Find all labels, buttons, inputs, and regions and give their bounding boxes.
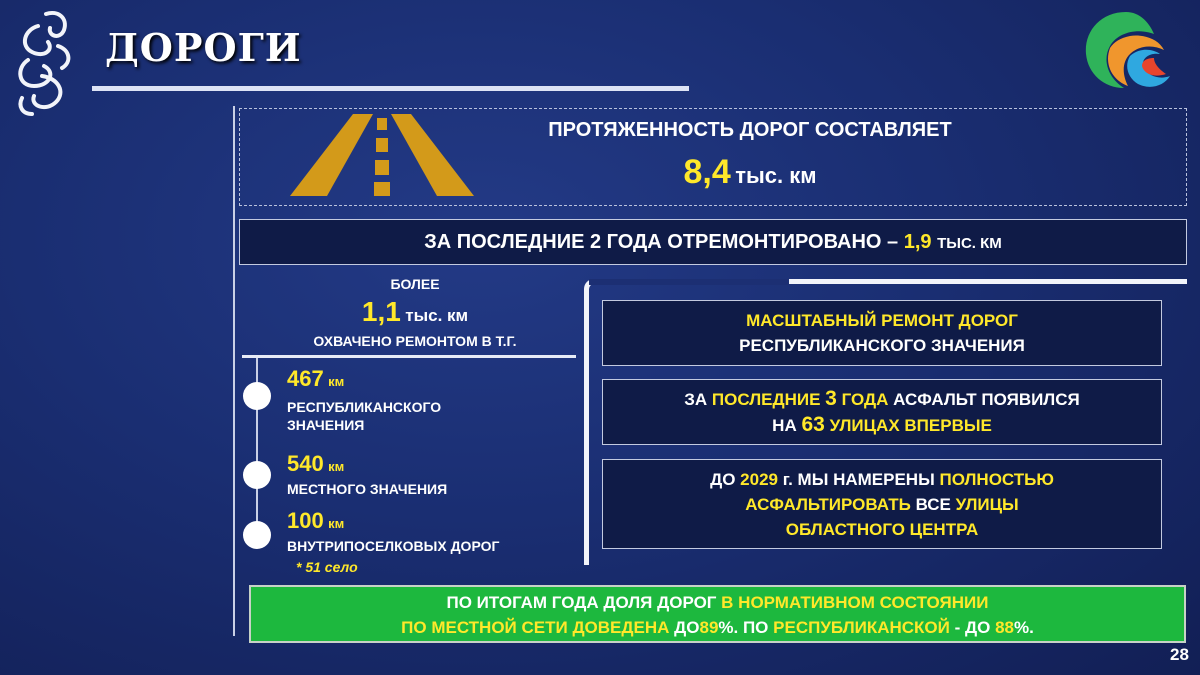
repair-banner-value: 1,9 [903,231,932,253]
fact-highlight: УЛИЦЫ [955,494,1019,514]
fact-highlight: 63 [801,413,825,436]
coverage-value [300,296,530,328]
fact-text: ВСЕ [915,494,951,514]
timeline-top-line [242,355,576,358]
total-length-unit: тыс. км [735,163,817,188]
breakdown-value [287,451,344,477]
repair-banner-text: ЗА ПОСЛЕДНИЕ 2 ГОДА ОТРЕМОНТИРОВАНО – [424,231,899,253]
breakdown-desc-line: МЕСТНОГО ЗНАЧЕНИЯ [287,481,448,497]
bracket-gap [589,279,789,285]
summary-highlight: В НОРМАТИВНОМ СОСТОЯНИИ [721,593,989,612]
fact-text: АСФАЛЬТ ПОЯВИЛСЯ [893,390,1080,409]
breakdown-desc-line: ВНУТРИПОСЕЛКОВЫХ ДОРОГ [287,538,500,554]
fact-text: ЗА [684,390,708,409]
fact-highlight: 3 [825,387,837,410]
footnote: * 51 село [296,559,358,575]
summary-line [251,615,1184,640]
timeline-dot [243,521,271,549]
breakdown-number: 100 [287,508,324,533]
fact-line: МАСШТАБНЫЙ РЕМОНТ ДОРОГ [746,311,1018,330]
repair-banner [239,219,1187,265]
fact-line [603,412,1161,438]
breakdown-desc-line: РЕСПУБЛИКАНСКОГО [287,399,442,415]
fact-highlight: ОБЛАСТНОГО ЦЕНТРА [785,519,979,539]
fact-text: г. МЫ НАМЕРЕНЫ [782,469,935,489]
fact-highlight: ПОЛНОСТЬЮ [939,469,1054,489]
breakdown-desc [287,480,447,498]
summary-text: ПО ИТОГАМ ГОДА ДОЛЯ ДОРОГ [446,593,717,612]
fact-line [603,467,1161,492]
fact-highlight: УЛИЦАХ ВПЕРВЫЕ [829,416,992,435]
total-length-value [500,153,1000,192]
fact-highlight: ПОСЛЕДНИЕ [711,390,821,409]
summary-highlight: 89 [699,618,719,637]
page-number: 28 [1170,645,1189,664]
breakdown-desc-line: ЗНАЧЕНИЯ [287,417,365,433]
fact-line [603,386,1161,412]
title-underline [92,86,689,91]
breakdown-unit: км [328,516,345,531]
breakdown-unit: км [328,374,345,389]
coverage-number: 1,1 [361,296,401,327]
coverage-unit: тыс. км [405,306,469,325]
summary-text: - ДО [954,618,991,637]
summary-highlight: РЕСПУБЛИКАНСКОЙ [773,618,950,637]
summary-line [251,590,1184,615]
breakdown-value [287,508,344,534]
repair-banner-unit: ТЫС. КМ [937,235,1002,252]
fact-box [602,379,1162,445]
timeline-dot [243,382,271,410]
coverage-desc: ОХВАЧЕНО РЕМОНТОМ В Т.Г. [313,333,517,349]
fact-line [603,517,1161,542]
summary-highlight: ПО МЕСТНОЙ СЕТИ ДОВЕДЕНА [401,618,670,637]
fact-text: НА [772,416,797,435]
breakdown-value [287,366,344,392]
summary-text: %. [1013,618,1034,637]
coverage-label: БОЛЕЕ [390,276,440,292]
summary-highlight: 88 [995,618,1014,637]
summary-banner [249,585,1186,643]
summary-text: %. ПО [718,618,769,637]
fact-highlight: ГОДА [841,390,889,409]
fact-highlight: АСФАЛЬТИРОВАТЬ [745,494,911,514]
total-length-label: ПРОТЯЖЕННОСТЬ ДОРОГ СОСТАВЛЯЕТ [548,119,952,141]
region-logo-icon [1078,8,1173,93]
timeline-dot [243,461,271,489]
breakdown-number: 467 [287,366,324,391]
fact-line [603,492,1161,517]
breakdown-desc [287,398,441,434]
vertical-divider [233,106,235,636]
fact-text: ДО [710,469,736,489]
summary-text: ДО [674,618,700,637]
fact-box [602,459,1162,549]
fact-highlight: 2029 [740,469,778,489]
breakdown-desc [287,537,499,555]
page-title: ДОРОГИ [105,25,302,70]
breakdown-number: 540 [287,451,324,476]
total-length-number: 8,4 [683,153,731,191]
breakdown-unit: км [328,459,345,474]
road-icon [287,112,477,198]
fact-line: РЕСПУБЛИКАНСКОГО ЗНАЧЕНИЯ [739,336,1025,355]
fact-box [602,300,1162,366]
snow-leopard-emblem-icon [8,6,78,118]
